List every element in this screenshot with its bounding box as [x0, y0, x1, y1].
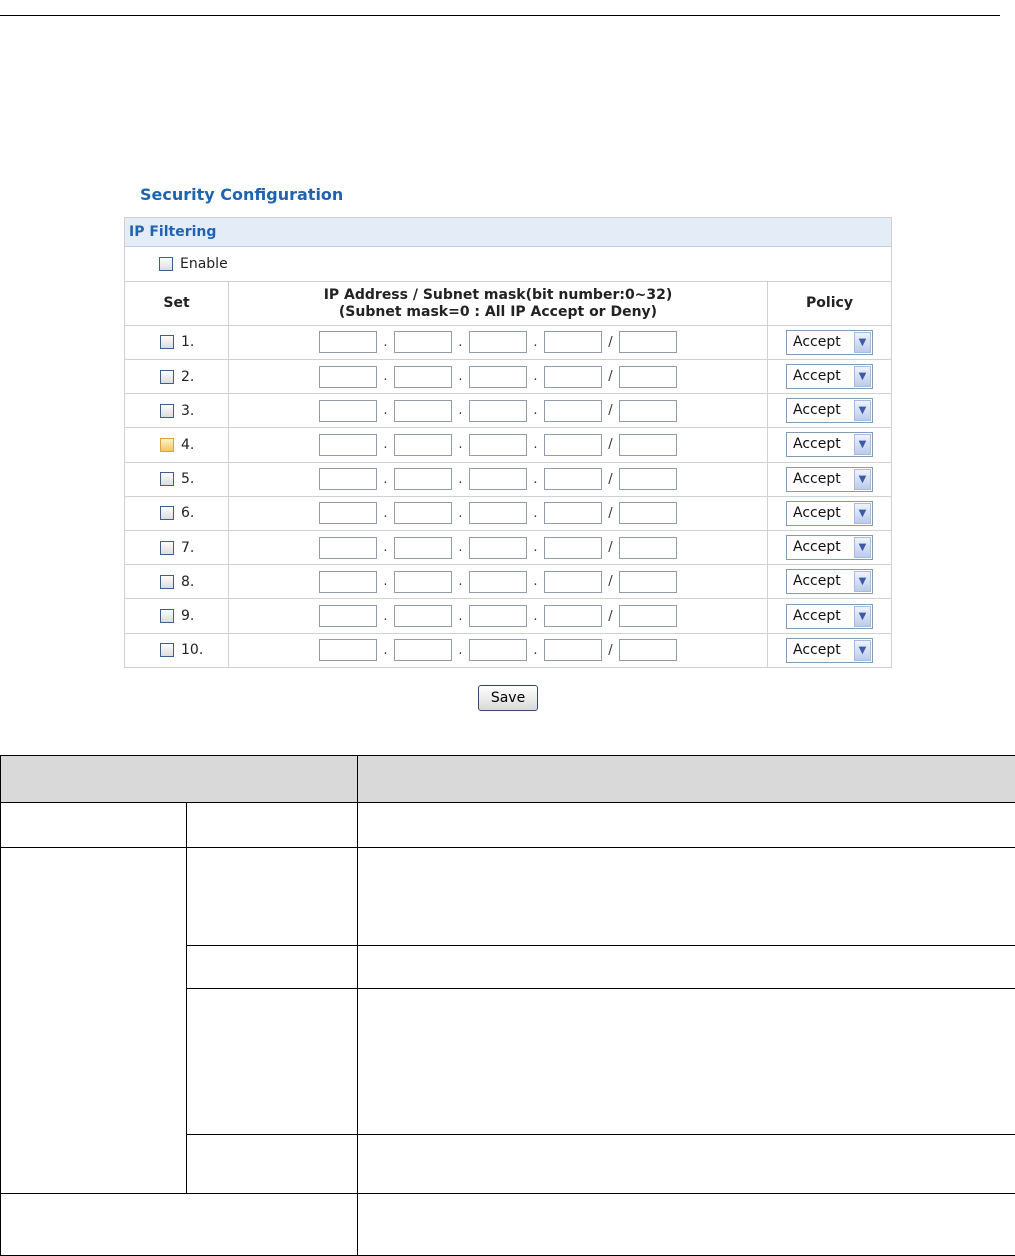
ip-octet-2-input[interactable] [394, 434, 452, 456]
chevron-down-icon[interactable]: ▼ [854, 332, 871, 353]
ip-separator: . [452, 540, 469, 555]
ip-octet-4-input[interactable] [544, 571, 602, 593]
policy-value: Accept [793, 368, 841, 384]
set-cell [125, 633, 229, 667]
row-number-label: 3. [181, 403, 194, 419]
ip-separator: / [602, 369, 619, 384]
chevron-down-icon[interactable]: ▼ [854, 400, 871, 421]
set-checkbox[interactable] [160, 609, 174, 623]
ip-octet-3-input[interactable] [469, 468, 527, 490]
set-checkbox[interactable] [160, 472, 174, 486]
ip-cell [229, 428, 768, 462]
policy-select[interactable] [786, 364, 873, 389]
ip-octet-3-input[interactable] [469, 366, 527, 388]
ip-cell [229, 633, 768, 667]
description-table [0, 755, 1015, 1256]
row-number-label: 10. [181, 642, 203, 658]
ip-octet-2-input[interactable] [394, 605, 452, 627]
ip-octet-4-input[interactable] [544, 400, 602, 422]
filter-row [125, 325, 892, 359]
ip-separator: . [527, 472, 544, 487]
ip-cell [229, 599, 768, 633]
ip-separator: / [602, 437, 619, 452]
ip-separator: . [377, 437, 394, 452]
ip-octet-3-input[interactable] [469, 502, 527, 524]
ip-cell [229, 496, 768, 530]
ip-separator: . [377, 335, 394, 350]
doc-cell [187, 1135, 358, 1194]
ip-octet-3-input[interactable] [469, 537, 527, 559]
ip-separator: . [527, 574, 544, 589]
page-title: Security Configuration [140, 185, 343, 204]
policy-value: Accept [793, 608, 841, 624]
ip-octet-1-input[interactable] [319, 537, 377, 559]
ip-separator: . [452, 506, 469, 521]
save-button[interactable]: Save [478, 685, 538, 711]
doc-cell [358, 848, 1015, 946]
policy-cell [768, 496, 892, 530]
ip-octet-1-input[interactable] [319, 468, 377, 490]
policy-select[interactable] [786, 467, 873, 492]
ip-separator: . [527, 335, 544, 350]
ip-octet-4-input[interactable] [544, 537, 602, 559]
ip-separator: . [377, 540, 394, 555]
ip-separator: . [377, 574, 394, 589]
row-number-label: 1. [181, 334, 194, 350]
ip-octet-1-input[interactable] [319, 502, 377, 524]
enable-label: Enable [180, 256, 228, 272]
doc-cell [1, 848, 187, 1194]
ip-octet-1-input[interactable] [319, 434, 377, 456]
set-cell [125, 599, 229, 633]
set-cell [125, 359, 229, 393]
ip-separator: . [452, 437, 469, 452]
chevron-down-icon[interactable]: ▼ [854, 571, 871, 592]
filter-row [125, 428, 892, 462]
set-cell [125, 496, 229, 530]
ip-octet-4-input[interactable] [544, 502, 602, 524]
set-checkbox[interactable] [160, 438, 174, 452]
ip-separator: . [452, 643, 469, 658]
ip-separator: . [377, 506, 394, 521]
ip-octet-2-input[interactable] [394, 366, 452, 388]
filter-row [125, 462, 892, 496]
policy-select[interactable] [786, 330, 873, 355]
policy-select[interactable] [786, 638, 873, 663]
filter-row [125, 359, 892, 393]
column-header-ip-line1: IP Address / Subnet mask(bit number:0~32) [229, 287, 767, 304]
ip-filtering-section-label: IP Filtering [125, 218, 892, 247]
ip-cell [229, 359, 768, 393]
doc-cell [1, 1194, 358, 1256]
ip-octet-2-input[interactable] [394, 468, 452, 490]
set-cell [125, 394, 229, 428]
set-checkbox[interactable] [160, 370, 174, 384]
set-checkbox[interactable] [160, 335, 174, 349]
ip-separator: / [602, 574, 619, 589]
row-number-label: 8. [181, 574, 194, 590]
ip-octet-1-input[interactable] [319, 400, 377, 422]
ip-separator: . [452, 369, 469, 384]
policy-value: Accept [793, 402, 841, 418]
ip-octet-3-input[interactable] [469, 639, 527, 661]
column-header-set: Set [125, 282, 229, 325]
ip-separator: / [602, 540, 619, 555]
set-checkbox[interactable] [160, 643, 174, 657]
chevron-down-icon[interactable]: ▼ [854, 434, 871, 455]
ip-separator: . [527, 540, 544, 555]
ip-octet-2-input[interactable] [394, 502, 452, 524]
set-checkbox[interactable] [160, 541, 174, 555]
ip-separator: / [602, 643, 619, 658]
subnet-mask-input[interactable] [619, 537, 677, 559]
doc-cell [187, 803, 358, 848]
set-cell [125, 428, 229, 462]
ip-separator: . [377, 369, 394, 384]
subnet-mask-input[interactable] [619, 639, 677, 661]
policy-select[interactable] [786, 604, 873, 629]
row-number-label: 9. [181, 608, 194, 624]
doc-cell [1, 803, 187, 848]
policy-cell [768, 599, 892, 633]
ip-octet-1-input[interactable] [319, 605, 377, 627]
ip-separator: / [602, 335, 619, 350]
filter-row [125, 633, 892, 667]
doc-cell [358, 803, 1015, 848]
policy-select[interactable] [786, 535, 873, 560]
subnet-mask-input[interactable] [619, 434, 677, 456]
subnet-mask-input[interactable] [619, 331, 677, 353]
ip-separator: . [527, 369, 544, 384]
policy-select[interactable] [786, 569, 873, 594]
ip-octet-3-input[interactable] [469, 434, 527, 456]
policy-cell [768, 428, 892, 462]
subnet-mask-input[interactable] [619, 502, 677, 524]
subnet-mask-input[interactable] [619, 468, 677, 490]
ip-separator: . [377, 472, 394, 487]
ip-octet-4-input[interactable] [544, 605, 602, 627]
row-number-label: 2. [181, 369, 194, 385]
chevron-down-icon[interactable]: ▼ [854, 503, 871, 524]
filter-row [125, 496, 892, 530]
ip-octet-2-input[interactable] [394, 331, 452, 353]
filter-row [125, 565, 892, 599]
row-number-label: 7. [181, 540, 194, 556]
ip-cell [229, 394, 768, 428]
column-header-ip [229, 282, 768, 325]
ip-octet-3-input[interactable] [469, 400, 527, 422]
policy-value: Accept [793, 539, 841, 555]
policy-cell [768, 325, 892, 359]
policy-cell [768, 462, 892, 496]
ip-separator: . [452, 403, 469, 418]
policy-value: Accept [793, 471, 841, 487]
ip-separator: . [527, 437, 544, 452]
ip-octet-4-input[interactable] [544, 366, 602, 388]
ip-separator: / [602, 506, 619, 521]
ip-octet-3-input[interactable] [469, 331, 527, 353]
doc-header-cell-2 [358, 756, 1015, 803]
ip-separator: / [602, 472, 619, 487]
policy-value: Accept [793, 334, 841, 350]
ip-separator: . [377, 403, 394, 418]
ip-octet-4-input[interactable] [544, 331, 602, 353]
ip-octet-1-input[interactable] [319, 639, 377, 661]
header-rule [0, 15, 1000, 16]
filter-row [125, 394, 892, 428]
column-header-policy: Policy [768, 282, 892, 325]
chevron-down-icon[interactable]: ▼ [854, 366, 871, 387]
ip-separator: . [452, 335, 469, 350]
ip-separator: . [452, 574, 469, 589]
enable-checkbox[interactable] [159, 257, 173, 271]
filter-row [125, 531, 892, 565]
row-number-label: 4. [181, 437, 194, 453]
subnet-mask-input[interactable] [619, 366, 677, 388]
ip-separator: . [527, 403, 544, 418]
set-checkbox[interactable] [160, 404, 174, 418]
doc-cell [187, 989, 358, 1135]
ip-cell [229, 462, 768, 496]
ip-octet-1-input[interactable] [319, 331, 377, 353]
ip-octet-3-input[interactable] [469, 605, 527, 627]
ip-octet-3-input[interactable] [469, 571, 527, 593]
policy-value: Accept [793, 436, 841, 452]
policy-cell [768, 531, 892, 565]
row-number-label: 5. [181, 471, 194, 487]
ip-cell [229, 325, 768, 359]
policy-value: Accept [793, 505, 841, 521]
ip-separator: . [527, 609, 544, 624]
ip-separator: . [527, 506, 544, 521]
chevron-down-icon[interactable]: ▼ [854, 469, 871, 490]
chevron-down-icon[interactable]: ▼ [854, 606, 871, 627]
doc-cell [358, 989, 1015, 1135]
doc-cell [187, 946, 358, 989]
chevron-down-icon[interactable]: ▼ [854, 537, 871, 558]
ip-separator: . [527, 643, 544, 658]
enable-row [125, 247, 892, 282]
ip-separator: . [452, 472, 469, 487]
policy-select[interactable] [786, 432, 873, 457]
doc-cell [358, 946, 1015, 989]
row-number-label: 6. [181, 505, 194, 521]
set-cell [125, 325, 229, 359]
ip-octet-4-input[interactable] [544, 468, 602, 490]
doc-cell [358, 1194, 1015, 1256]
policy-cell [768, 394, 892, 428]
ip-separator: . [377, 643, 394, 658]
column-header-ip-line2: (Subnet mask=0 : All IP Accept or Deny) [229, 304, 767, 321]
policy-cell [768, 565, 892, 599]
doc-header-cell-1 [1, 756, 358, 803]
ip-octet-1-input[interactable] [319, 571, 377, 593]
policy-value: Accept [793, 642, 841, 658]
set-checkbox[interactable] [160, 575, 174, 589]
ip-cell [229, 531, 768, 565]
subnet-mask-input[interactable] [619, 605, 677, 627]
ip-octet-2-input[interactable] [394, 400, 452, 422]
ip-filtering-table [124, 217, 892, 668]
filter-row [125, 599, 892, 633]
subnet-mask-input[interactable] [619, 571, 677, 593]
ip-octet-4-input[interactable] [544, 639, 602, 661]
doc-cell [187, 848, 358, 946]
ip-octet-4-input[interactable] [544, 434, 602, 456]
chevron-down-icon[interactable]: ▼ [854, 640, 871, 661]
subnet-mask-input[interactable] [619, 400, 677, 422]
set-cell [125, 531, 229, 565]
policy-cell [768, 633, 892, 667]
ip-octet-2-input[interactable] [394, 639, 452, 661]
ip-cell [229, 565, 768, 599]
set-cell [125, 462, 229, 496]
ip-octet-2-input[interactable] [394, 571, 452, 593]
policy-cell [768, 359, 892, 393]
policy-value: Accept [793, 573, 841, 589]
set-checkbox[interactable] [160, 506, 174, 520]
set-cell [125, 565, 229, 599]
doc-cell [358, 1135, 1015, 1194]
ip-separator: . [452, 609, 469, 624]
ip-separator: / [602, 609, 619, 624]
policy-select[interactable] [786, 501, 873, 526]
ip-separator: . [377, 609, 394, 624]
policy-select[interactable] [786, 398, 873, 423]
ip-octet-1-input[interactable] [319, 366, 377, 388]
ip-separator: / [602, 403, 619, 418]
ip-octet-2-input[interactable] [394, 537, 452, 559]
